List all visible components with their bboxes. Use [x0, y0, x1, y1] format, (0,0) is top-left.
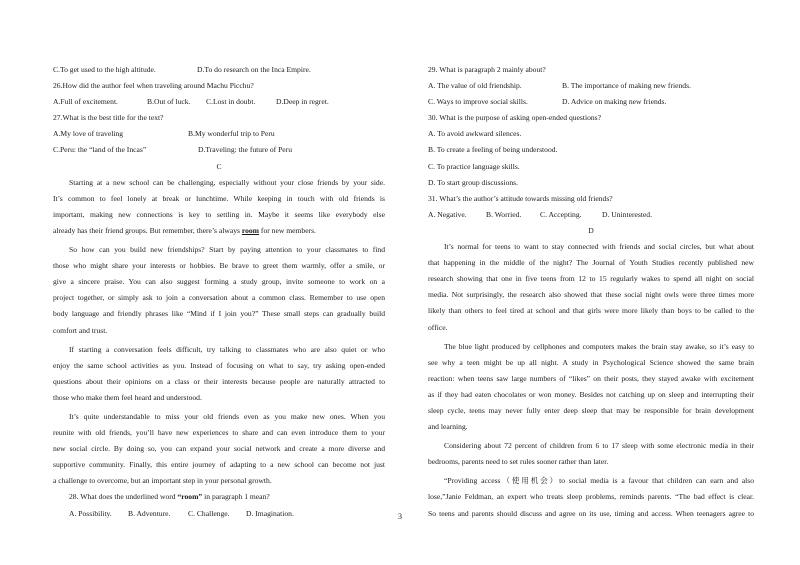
q29-option-c: C. Ways to improve social skills.: [428, 97, 528, 107]
q29-option-a: A. The value of old friendship.: [428, 81, 522, 91]
q31-option-a: A. Negative.: [428, 209, 467, 219]
page-number: 3: [398, 512, 402, 521]
passage-d-line: It’s normal for teens to want to stay connected with friends and social circles, but what about: [444, 242, 754, 252]
q30-option-a: A. To avoid awkward silences.: [428, 129, 522, 139]
q26-option-d: D.Deep in regret.: [276, 97, 329, 107]
underlined-word-room: room: [241, 225, 260, 235]
q27-option-c: C.Peru: the “land of the Incas”: [53, 145, 147, 155]
passage-c-line: body language and friendly phrases like “Mind if I join you?” These small steps can gradually build: [53, 309, 385, 319]
q30-option-c: C. To practice language skills.: [428, 161, 520, 171]
q26-options: [53, 94, 385, 110]
q27-option-b: B.My wonderful trip to Peru: [188, 129, 275, 139]
q31-option-c: C. Accepting.: [540, 209, 582, 219]
q28-option-c: C. Challenge.: [188, 508, 230, 518]
passage-c-line: supportive community. Finally, this entire journey of adapting to a new school can become not just: [53, 460, 385, 470]
q26-option-b: B.Out of luck.: [147, 97, 191, 107]
passage-c-line: a challenge to overcome, but an important step in your personal growth.: [53, 476, 272, 486]
passage-d-line: media. Not surprisingly, the research also showed that these social night owls were three times more: [428, 290, 754, 300]
passage-c-line: It’s common to feel lonely at break or lunchtime. While keeping in touch with old friends is: [53, 193, 385, 203]
q27-options-ab: [53, 126, 385, 142]
q26-stem: 26.How did the author feel when traveling around Machu Picchu?: [53, 81, 254, 91]
passage-c-line: Starting at a new school can be challenging, especially without your close friends by your side.: [69, 177, 385, 187]
passage-c-line: [53, 223, 385, 239]
passage-d-line: as if they had eaten chocolates or won money. Besides not catching up on sleep and interrupting their: [428, 389, 754, 399]
section-heading-d: D: [588, 225, 594, 235]
section-heading-c: C: [216, 161, 222, 171]
q28-text: 28. What does the underlined word: [69, 492, 176, 502]
passage-c-line: give a sincere praise. You can also suggest forming a study group, invite someone to work on a: [53, 277, 385, 287]
q28-option-b: B. Adventure.: [128, 508, 171, 518]
passage-c-line: questions about their opinions on a class or their interests because people are naturally attracted to: [53, 376, 385, 386]
passage-d-line: bedrooms, parents need to set rules sooner rather than later.: [428, 457, 609, 467]
q26-option-a: A.Full of excitement.: [53, 97, 118, 107]
q31-stem: 31. What’s the author’s attitude towards missing old friends?: [428, 193, 613, 203]
q27-option-a: A.My love of traveling: [53, 129, 124, 139]
passage-d-line: that happening in the middle of the night? The Journal of Youth Studies recently published new: [428, 258, 754, 268]
passage-d-line: sleep cycle, teens may never fully enter deep sleep that may be responsible for brain development: [428, 405, 754, 415]
q28-keyword: “room”: [177, 492, 203, 502]
passage-c-text: already has their friend groups. But remember, there’s always: [53, 225, 240, 235]
passage-c-line: reunite with old friends, you’ll have new experiences to share and can even introduce them to your: [53, 428, 385, 438]
passage-d-line: Considering about 72 percent of children from 6 to 17 sleep with some electronic media in their: [444, 441, 754, 451]
passage-d-line: and learning.: [428, 422, 468, 432]
q30-stem: 30. What is the purpose of asking open-ended questions?: [428, 113, 602, 123]
passage-c-text: for new members.: [260, 225, 316, 235]
passage-c-line: important, making new connections is key to settling in. Maybe it seems like everybody else: [53, 209, 385, 219]
right-column: [428, 62, 754, 522]
left-column: [53, 62, 385, 522]
passage-c-line: It’s quite understandable to miss your old friends even as you make new ones. When you: [69, 411, 385, 421]
passage-d-line: likely than others to feel tired at school and that girls were more likely than boys to be called to the: [428, 306, 754, 316]
q25-option-c: C.To get used to the high altitude.: [53, 65, 156, 74]
q28-stem: [53, 489, 385, 505]
q31-options: [428, 207, 754, 223]
passage-c-line: So how can you build new friendships? Start by paying attention to your classmates to find: [69, 245, 385, 255]
q29-options-ab: [428, 78, 754, 94]
q27-stem: 27.What is the best title for the text?: [53, 113, 164, 123]
passage-d-line: office.: [428, 322, 448, 332]
q28-text: in paragraph 1 mean?: [204, 492, 270, 502]
passage-d-line: “Providing access（使用机会）to social media is a favour that children can earn and also: [444, 476, 754, 486]
passage-c-line: those who might share your interests or hobbies. Be brave to greet them warmly, offer a smile, or: [53, 261, 385, 271]
passage-c-line: If starting a conversation feels difficult, try talking to classmates who are also quiet or who: [69, 344, 385, 354]
passage-c-line: new social circle. By doing so, you can expand your social network and create a more diverse and: [53, 444, 385, 454]
passage-c-line: project together, or simply ask to join a conversation about a common class. Remember to use open: [53, 293, 385, 303]
passage-c-line: those who make them feel heard and understood.: [53, 392, 202, 402]
q31-option-b: B. Worried.: [486, 209, 522, 219]
q29-options-cd: [428, 94, 754, 110]
q30-option-b: B. To create a feeling of being understood.: [428, 145, 558, 155]
passage-d-line: The blue light produced by cellphones and computers makes the brain stay awake, so it’s easy to: [444, 341, 754, 351]
q27-option-d: D.Traveling: the future of Peru: [198, 145, 292, 155]
passage-c-line: comfort and trust.: [53, 325, 108, 335]
q29-stem: 29. What is paragraph 2 mainly about?: [428, 65, 546, 74]
q29-option-b: B. The importance of making new friends.: [562, 81, 691, 91]
passage-d-line: So teens and parents should discuss and agree on its use, timing and access. When teenagers agree to: [428, 508, 754, 518]
q28-option-d: D. Imagination.: [246, 508, 294, 518]
q29-option-d: D. Advice on making new friends.: [562, 97, 667, 107]
q31-option-d: D. Uninterested.: [602, 209, 652, 219]
passage-d-line: research showing that one in five teens from 12 to 15 regularly wakes to spend all night on social: [428, 274, 754, 284]
passage-c-line: enjoy the same school activities as you. Instead of focusing on what to say, try asking open-ended: [53, 360, 385, 370]
passage-d-line: lose,”Janie Feldman, an expert who treats sleep problems, reminds parents. “The bad effect is clear.: [428, 492, 754, 502]
q25-option-d: D.To do research on the Inca Empire.: [197, 65, 311, 74]
q28-option-a: A. Possibility.: [69, 508, 112, 518]
q26-option-c: C.Lost in doubt.: [206, 97, 256, 107]
q30-option-d: D. To start group discussions.: [428, 177, 519, 187]
passage-d-line: see why a teen might be up all night. A study in Psychological Science showed the same brain: [428, 357, 754, 367]
passage-d-line: reaction: when teens saw large numbers of “likes” on their posts, they stayed awake with excitement: [428, 373, 754, 383]
q25-options: [53, 62, 385, 78]
q27-options-cd: [53, 142, 385, 158]
